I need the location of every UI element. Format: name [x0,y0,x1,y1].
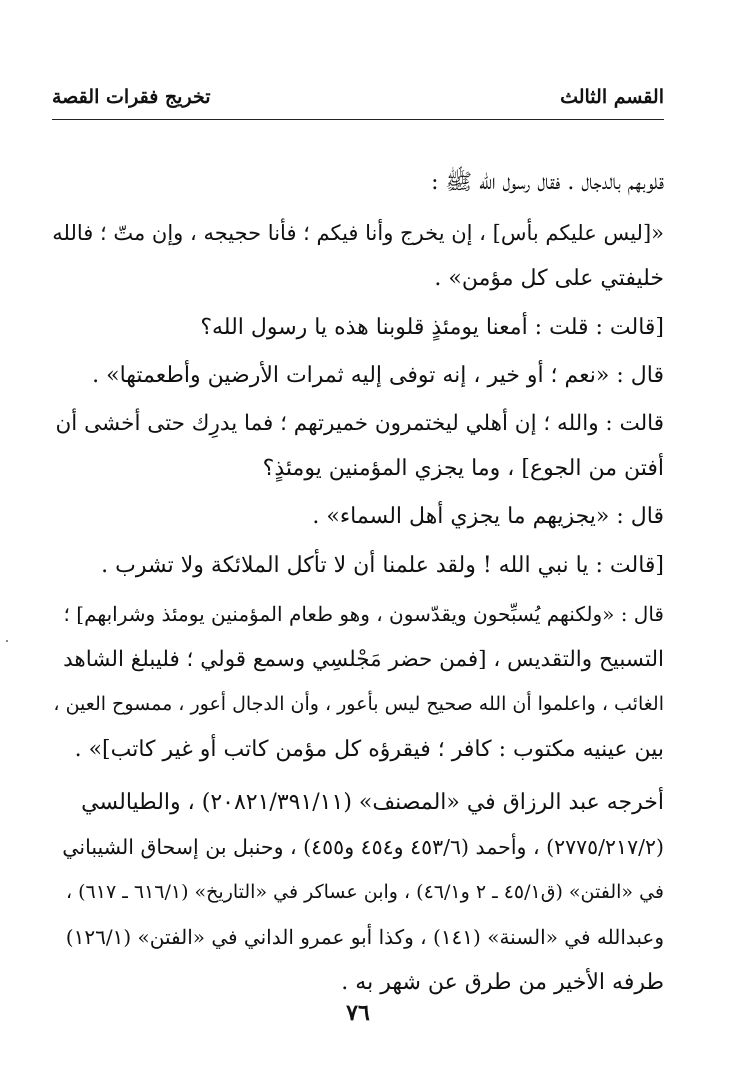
text-line: قلوبهم بالدجال . فقال رسول الله ﷺ : [431,170,664,195]
text-line: طرفه الأخير من طرق عن شهر به . [341,970,664,995]
text-line: (٢٧٧٥/٢١٧/٢) ، وأحمد (٤٥٣/٦ و٤٥٤ و٤٥٥) ، وحنبل بن إسحاق الشيباني [62,835,664,859]
chapter-title: تخريج فقرات القصة [52,86,211,108]
text-line: وعبدالله في «السنة» (١٤١) ، وكذا أبو عمرو الداني في «الفتن» (١٢٦/١) [65,925,664,949]
text-line: في «الفتن» (ق٤٥/١ ـ ٢ و٤٦/١) ، وابن عساكر في «التاريخ» (٦١٦/١ ـ ٦١٧) ، [65,881,664,903]
text-line: [قالت : قلت : أمعنا يومئذٍ قلوبنا هذه يا رسول الله؟ [200,315,664,340]
text-line: قال : «ولكنهم يُسبِّحون ويقدّسون ، وهو طعام المؤمنين يومئذ وشرابهم] ؛ [63,602,664,626]
page-number: ٧٦ [346,1000,370,1026]
text-line: أخرجه عبد الرزاق في «المصنف» (٢٠٨٢١/٣٩١/١١) ، والطيالسي [81,790,664,815]
text-line: الغائب ، واعلموا أن الله صحيح ليس بأعور ، وأن الدجال أعور ، ممسوح العين ، [53,693,664,715]
section-title: القسم الثالث [560,86,664,108]
text-line: التسبيح والتقديس ، [فمن حضر مَجْلسِي وسمع قولي ؛ فليبلغ الشاهد [63,647,664,672]
running-header [52,86,664,116]
text-line: أفتن من الجوع] ، وما يجزي المؤمنين يومئذٍ؟ [262,456,664,481]
text-line: قالت : والله ؛ إن أهلي ليختمرون خميرتهم ؛ فما يدرِك حتى أخشى أن [55,411,664,436]
text-line: خليفتي على كل مؤمن» . [434,266,664,291]
book-page [52,0,664,1091]
scan-speck [6,640,8,642]
header-rule [52,119,664,120]
text-line: [قالت : يا نبي الله ! ولقد علمنا أن لا تأكل الملائكة ولا تشرب . [101,553,664,578]
text-line: بين عينيه مكتوب : كافر ؛ فيقرؤه كل مؤمن كاتب أو غير كاتب]» . [74,737,664,762]
page-body [52,160,664,1005]
text-line: قال : «يجزيهم ما يجزي أهل السماء» . [312,504,664,529]
text-line: «[ليس عليكم بأس] ، إن يخرج وأنا فيكم ؛ فأنا حجيجه ، وإن متّ ؛ فالله [52,221,664,245]
text-line: قال : «نعم ؛ أو خير ، إنه توفى إليه ثمرات الأرضين وأطعمتها» . [92,363,664,388]
